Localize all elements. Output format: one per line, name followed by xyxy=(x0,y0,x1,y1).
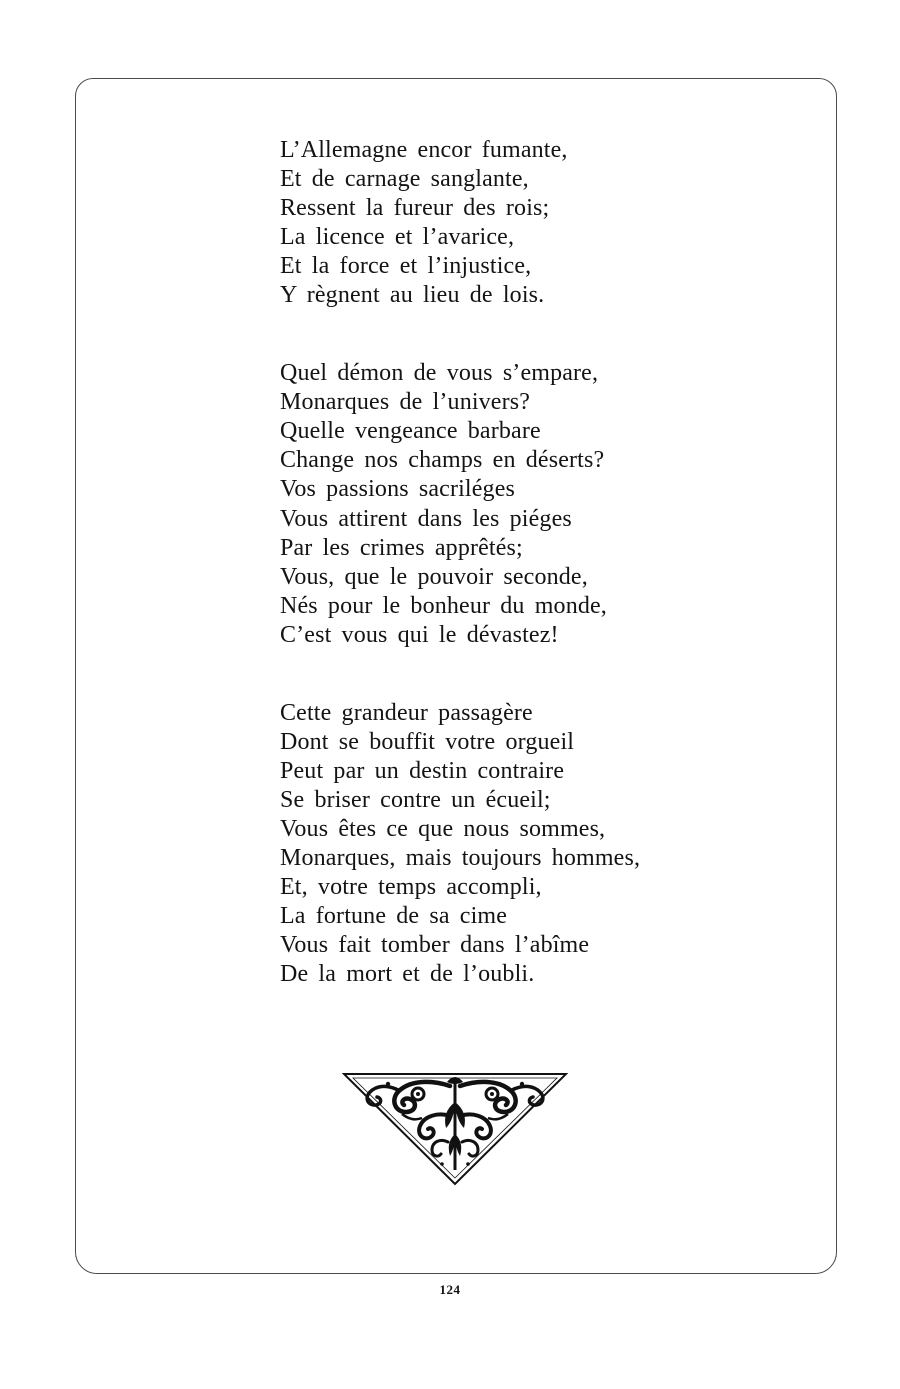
triangular-foliate-vignette-icon xyxy=(342,1072,568,1186)
verse-line: Vous, que le pouvoir seconde, xyxy=(280,563,588,590)
verse-line: Quel démon de vous s’empare, xyxy=(280,360,599,387)
verse-line: Peut par un destin contraire xyxy=(280,757,565,784)
verse-line: De la mort et de l’oubli. xyxy=(280,961,535,988)
verse-line: La licence et l’avarice, xyxy=(280,224,515,251)
verse-line: Se briser contre un écueil; xyxy=(280,786,551,813)
verse-line: Y règnent au lieu de lois. xyxy=(280,282,545,309)
verse-line: Et, votre temps accompli, xyxy=(280,874,542,901)
stanza-3 xyxy=(280,699,750,990)
verse-line: Et de carnage sanglante, xyxy=(280,166,529,193)
verse-line: Et la force et l’injustice, xyxy=(280,253,532,280)
verse-line: Quelle vengeance barbare xyxy=(280,418,541,445)
verse-line: C’est vous qui le dévastez! xyxy=(280,621,559,648)
verse-line: L’Allemagne encor fumante, xyxy=(280,137,568,163)
stanza-2 xyxy=(280,359,750,650)
verse-line: La fortune de sa cime xyxy=(280,903,508,930)
verse-line: Par les crimes apprêtés; xyxy=(280,534,523,561)
stanza-1 xyxy=(280,136,750,311)
verse-line: Vous attirent dans les piéges xyxy=(280,505,572,532)
verse-line: Vous êtes ce que nous sommes, xyxy=(280,815,606,842)
verse-line: Ressent la fureur des rois; xyxy=(280,195,550,222)
verse-line: Vous fait tomber dans l’abîme xyxy=(280,932,590,959)
verse-line: Dont se bouffit votre orgueil xyxy=(280,728,575,755)
verse-line: Monarques, mais toujours hommes, xyxy=(280,844,641,871)
verse-line: Vos passions sacriléges xyxy=(280,476,515,503)
verse-line: Cette grandeur passagère xyxy=(280,699,533,726)
verse-line: Monarques de l’univers? xyxy=(280,389,531,416)
verse-line: Nés pour le bonheur du monde, xyxy=(280,592,607,619)
page-number: 124 xyxy=(439,1282,461,1297)
poem-text xyxy=(280,136,750,989)
verse-line: Change nos champs en déserts? xyxy=(280,447,605,474)
